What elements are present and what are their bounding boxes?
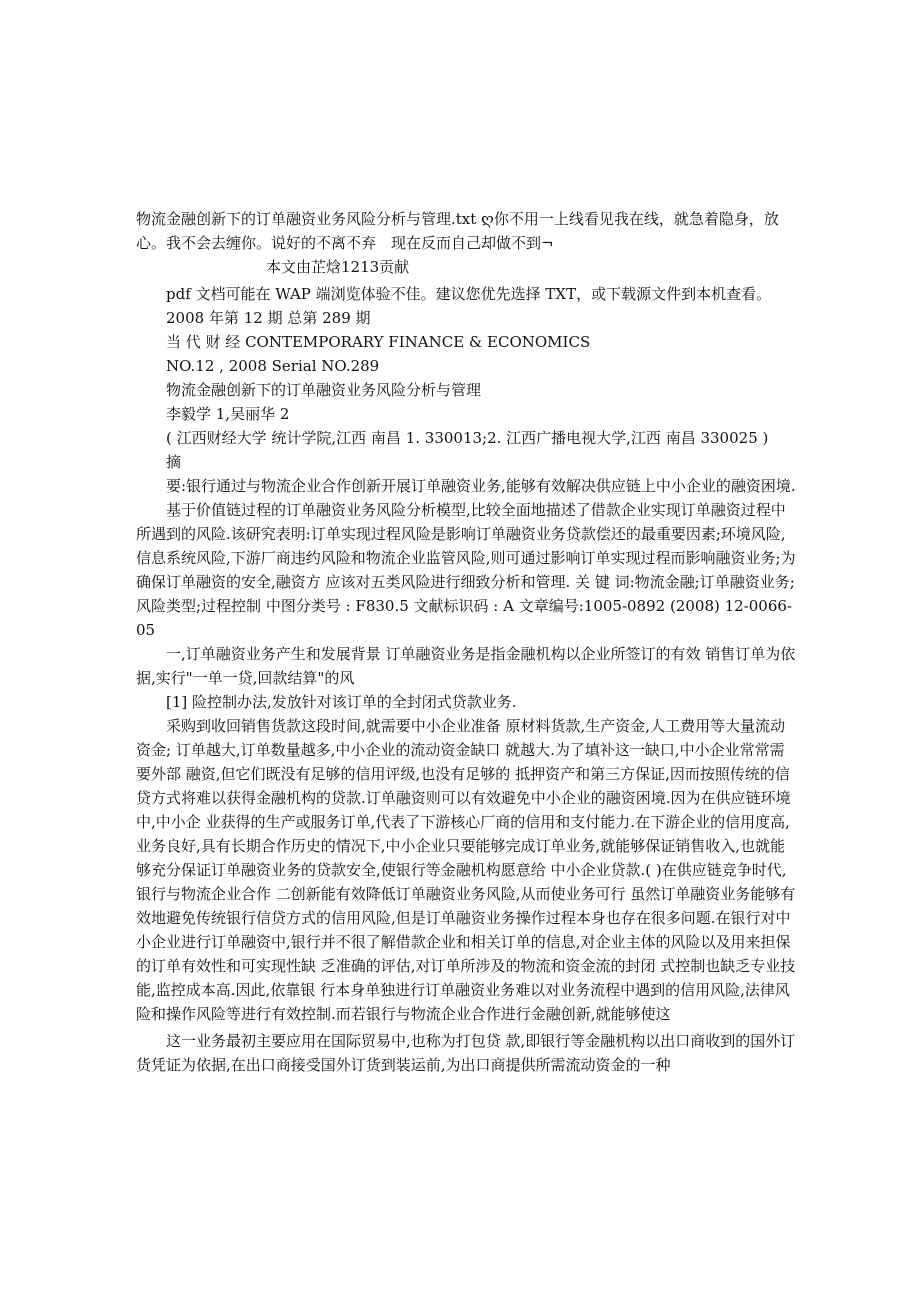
article-affiliation: ( 江西财经大学 统计学院,江西 南昌 1. 330013;2. 江西广播电视大学,江西 南昌 330025 )	[166, 429, 769, 447]
paragraph-2: 一,订单融资业务产生和发展背景 订单融资业务是指金融机构以企业所签订的有效 销售订单为依据,实行"一单一贷,回款结算"的风	[136, 645, 796, 687]
journal-issue-cn: 2008 年第 12 期 总第 289 期	[166, 309, 371, 327]
credit-line: 本文由芷焓1213贡献	[266, 258, 410, 276]
paragraph-5: 这一业务最初主要应用在国际贸易中,也称为打包贷 款,即银行等金融机构以出口商收到的国外订货凭证为依据,在出口商接受国外订货到装运前,为出口商提供所需流动资金的一种	[136, 1032, 796, 1074]
abstract-label: 摘	[166, 453, 182, 471]
document-body	[136, 207, 796, 1077]
paragraph-3: [1] 险控制办法,发放针对该订单的全封闭式贷款业务.	[166, 693, 517, 711]
journal-issue-en: NO.12 , 2008 Serial NO.289	[166, 357, 380, 375]
article-authors: 李毅学 1,吴丽华 2	[166, 405, 290, 423]
article-title: 物流金融创新下的订单融资业务风险分析与管理	[166, 381, 482, 399]
paragraph-1: 基于价值链过程的订单融资业务风险分析模型,比较全面地描述了借款企业实现订单融资过程中所遇到的风险.该研究表明:订单实现过程风险是影响订单融资业务贷款偿还的最重要因素;环境风险,信息系统风险,下游厂商违约风险和物流企业监管风险,则可通过影响订单实现过程而影响融资业务;为确保订单融资的安全,融资方 应该对五类风险进行细致分析和管理. 关 键 词:物流金融;订单融资业务;风险类型;过程控制 中图分类号 : F830.5 文献标识码 : A 文章编号:1005-0892 (2008) 12-0066-05	[136, 501, 796, 639]
pdf-notice: pdf 文档可能在 WAP 端浏览体验不佳。建议您优先选择 TXT，或下载源文件到本机查看。	[166, 285, 772, 303]
abstract-text: 要:银行通过与物流企业合作创新开展订单融资业务,能够有效解决供应链上中小企业的融资困境.	[166, 477, 796, 495]
paragraph-4: 采购到收回销售货款这段时间,就需要中小企业准备 原材料货款,生产资金,人工费用等大量流动资金; 订单越大,订单数量越多,中小企业的流动资金缺口 就越大.为了填补这一缺口,中小企业常常需要外部 融资,但它们既没有足够的信用评级,也没有足够的 抵押资产和第三方保证,因而按照传统的信贷方式将难以获得金融机构的贷款.订单融资则可以有效避免中小企业的融资困境.因为在供应链环境中,中小企 业获得的生产或服务订单,代表了下游核心厂商的信用和支付能力.在下游企业的信用度高,业务良好,具有长期合作历史的情况下,中小企业只要能够完成订单业务,就能够保证销售收入,也就能够充分保证订单融资业务的贷款安全,使银行等金融机构愿意给 中小企业贷款.( )在供应链竞争时代,银行与物流企业合作 二创新能有效降低订单融资业务风险,从而使业务可行 虽然订单融资业务能够有效地避免传统银行信贷方式的信用风险,但是订单融资业务操作过程本身也存在很多问题.在银行对中小企业进行订单融资中,银行并不很了解借款企业和相关订单的信息,对企业主体的风险以及用来担保的订单有效性和可实现性缺 乏准确的评估,对订单所涉及的物流和资金流的封闭 式控制也缺乏专业技能,监控成本高.因此,依靠银 行本身单独进行订单融资业务难以对业务流程中遇到的信用风险,法律风险和操作风险等进行有效控制.而若银行与物流企业合作进行金融创新,就能够使这	[136, 717, 796, 1023]
header-title-line: 物流金融创新下的订单融资业务风险分析与管理.txt ღ你不用一上线看见我在线，就急着隐身，放心。我不会去缠你。说好的不离不弃 现在反而自己却做不到¬	[136, 210, 779, 252]
journal-name: 当 代 财 经 CONTEMPORARY FINANCE & ECONOMICS	[166, 333, 591, 351]
